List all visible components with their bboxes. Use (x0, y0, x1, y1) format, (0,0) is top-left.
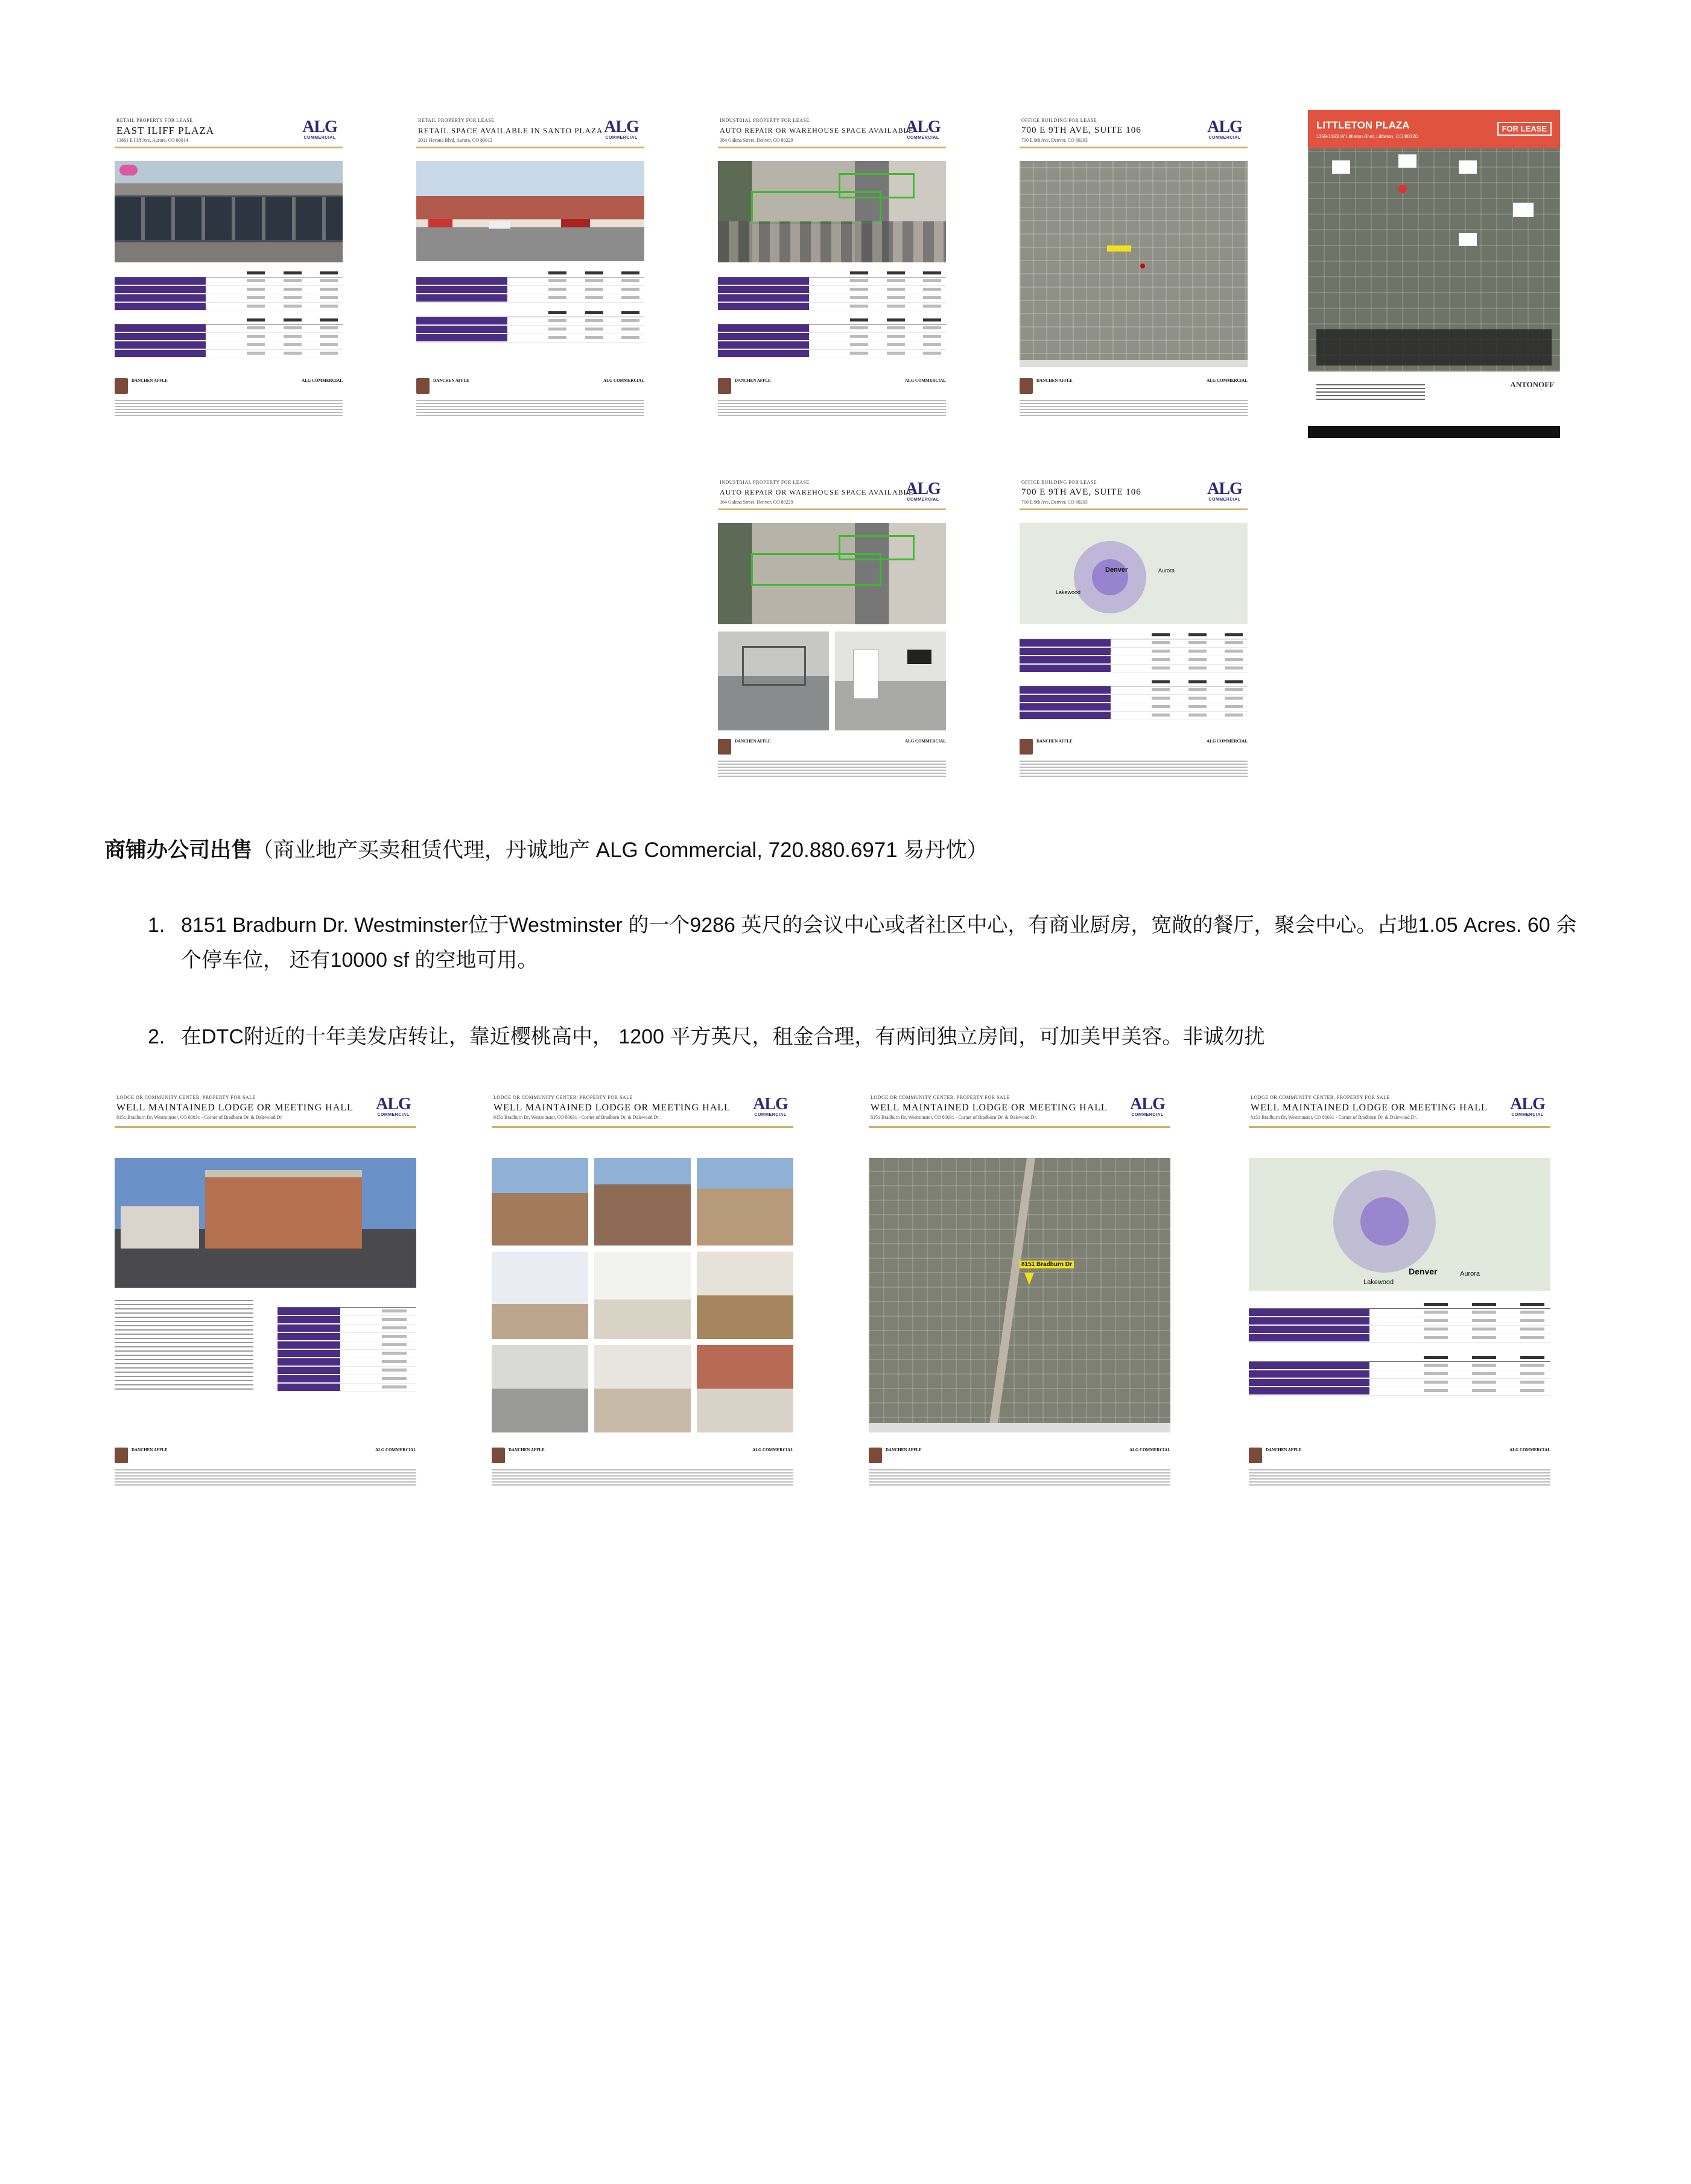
footer-bar (1308, 426, 1560, 438)
agent-name: DANCHEN AFFLE (433, 378, 469, 383)
flyer-address: 700 E 9th Ave, Denver, CO 80203 (1021, 138, 1088, 143)
flyer-address: 364 Galena Street, Denver, CO 80229 (720, 138, 793, 143)
agent-avatar (416, 378, 430, 394)
divider (492, 1126, 793, 1128)
strip-mall-photo (416, 161, 644, 261)
disclaimer-text (1020, 400, 1248, 417)
flyer-lodge-page4[interactable] (1249, 1095, 1550, 1505)
map-label-aurora: Aurora (1460, 1270, 1480, 1277)
flyer-eyebrow: LODGE OR COMMUNITY CENTER, PROPERTY FOR SALE (493, 1095, 633, 1100)
agent-name: DANCHEN AFFLE (735, 739, 771, 744)
map-pin-icon (1024, 1273, 1034, 1285)
flyer-address: 8151 Bradburn Dr, Westminster, CO 80031 - Corner of Bradburn Dr. & Dalewood Dr. (493, 1115, 660, 1120)
disclaimer-text (718, 400, 946, 417)
divider (869, 1126, 1170, 1128)
alg-logo: ALG COMMERCIAL (1510, 1095, 1545, 1117)
company-name: ALG COMMERCIAL (1129, 1448, 1170, 1452)
for-lease-badge: FOR LEASE (1497, 122, 1552, 136)
divider (1249, 1126, 1550, 1128)
disclaimer-text (869, 1469, 1170, 1486)
flyer-eyebrow: OFFICE BUILDING FOR LEASE (1021, 480, 1097, 485)
warehouse-photo (718, 631, 829, 730)
alg-logo: ALG COMMERCIAL (753, 1095, 788, 1117)
aerial-map (1308, 148, 1560, 372)
agent-avatar (1249, 1448, 1262, 1463)
household-table (1249, 1354, 1550, 1396)
heading-note: （商业地产买卖租赁代理，丹诚地产 ALG Commercial, 720.880.6971 易丹忱） (252, 838, 988, 862)
flyer-address: 364 Galena Street, Denver, CO 80229 (720, 499, 793, 505)
company-name: ALG COMMERCIAL (752, 1448, 793, 1452)
disclaimer-text (492, 1469, 793, 1486)
divider (115, 1126, 416, 1128)
agent-avatar (1020, 739, 1033, 755)
photo-grid (492, 1158, 793, 1432)
population-table (718, 270, 946, 311)
alg-logo: ALG COMMERCIAL (604, 118, 639, 140)
building-photo (115, 1158, 416, 1288)
heading-bold: 商铺办公司出售 (104, 838, 253, 862)
list-number: 1. (148, 914, 165, 937)
divider (718, 147, 946, 148)
aerial-photo (718, 161, 946, 262)
disclaimer-text (1249, 1469, 1550, 1486)
flyer-address: 1158-1163 W Littleton Blvd, Littleton, CO 80120 (1316, 134, 1418, 139)
company-name: ALG COMMERCIAL (603, 378, 644, 383)
section-heading (104, 834, 988, 864)
alg-logo: ALG COMMERCIAL (906, 480, 941, 502)
list-text: 在DTC附近的十年美发店转让，靠近樱桃高中， 1200 平方英尺，租金合理，有两间独立房间，可加美甲美容。非诚勿扰 (181, 1025, 1265, 1048)
agent-avatar (718, 378, 731, 394)
map-label-denver: Denver (1105, 566, 1128, 574)
flyer-eyebrow: LODGE OR COMMUNITY CENTER, PROPERTY FOR SALE (871, 1095, 1010, 1100)
map-label-lakewood: Lakewood (1363, 1279, 1394, 1286)
flyer-title: AUTO REPAIR OR WAREHOUSE SPACE AVAILABLE (720, 126, 914, 135)
agent-name: DANCHEN AFFLE (509, 1448, 545, 1452)
flyer-auto-repair-page2[interactable] (718, 480, 946, 793)
property-description (115, 1300, 253, 1390)
flyer-santo-plaza[interactable] (416, 118, 644, 446)
flyer-eyebrow: LODGE OR COMMUNITY CENTER, PROPERTY FOR SALE (116, 1095, 256, 1100)
flyer-eyebrow: LODGE OR COMMUNITY CENTER, PROPERTY FOR SALE (1251, 1095, 1390, 1100)
company-name: ALG COMMERCIAL (905, 378, 946, 383)
list-number: 2. (148, 1025, 165, 1048)
map-label-aurora: Aurora (1158, 568, 1175, 574)
flyer-title: AUTO REPAIR OR WAREHOUSE SPACE AVAILABLE (720, 488, 914, 496)
company-name: ALG COMMERCIAL (1207, 378, 1248, 383)
flyer-address: 8151 Bradburn Dr, Westminster, CO 80031 - Corner of Bradburn Dr. & Dalewood Dr. (116, 1115, 283, 1120)
population-table (1249, 1301, 1550, 1343)
agent-avatar (115, 1448, 128, 1463)
flyer-title: LITTLETON PLAZA (1316, 119, 1410, 131)
flyer-address: 8151 Bradburn Dr, Westminster, CO 80031 - Corner of Bradburn Dr. & Dalewood Dr. (1251, 1115, 1417, 1120)
population-table (1020, 631, 1248, 673)
flyer-title: 700 E 9TH AVE, SUITE 106 (1021, 125, 1141, 135)
alg-logo: ALG COMMERCIAL (1207, 118, 1242, 140)
flyer-eyebrow: INDUSTRIAL PROPERTY FOR LEASE (720, 480, 810, 485)
flyer-littleton-plaza[interactable] (1308, 110, 1560, 438)
flyer-address: 2011 Havana Blvd, Aurora, CO 80012 (418, 138, 493, 143)
flyer-title: WELL MAINTAINED LODGE OR MEETING HALL (871, 1103, 1108, 1113)
agent-avatar (869, 1448, 882, 1463)
flyer-title: WELL MAINTAINED LODGE OR MEETING HALL (493, 1103, 731, 1113)
divider (1020, 508, 1248, 510)
flyer-eyebrow: RETAIL PROPERTY FOR LEASE (116, 118, 193, 123)
offering-summary-table (278, 1300, 416, 1392)
alg-logo: ALG COMMERCIAL (906, 118, 941, 140)
interior-photo (835, 631, 946, 730)
flyer-eyebrow: RETAIL PROPERTY FOR LEASE (418, 118, 495, 123)
flyer-title: 700 E 9TH AVE, SUITE 106 (1021, 487, 1141, 497)
divider (1020, 147, 1248, 148)
agent-name: DANCHEN AFFLE (132, 1448, 168, 1452)
household-table (1020, 679, 1248, 720)
flyer-title: WELL MAINTAINED LODGE OR MEETING HALL (1251, 1103, 1488, 1113)
agent-name: DANCHEN AFFLE (1266, 1448, 1302, 1452)
disclaimer-text (115, 1469, 416, 1486)
flyer-title: WELL MAINTAINED LODGE OR MEETING HALL (116, 1103, 354, 1113)
flyer-address: 13861 E Iliff Ave, Aurora, CO 80014 (116, 138, 188, 143)
alg-logo: ALG COMMERCIAL (376, 1095, 411, 1117)
company-name: ALG COMMERCIAL (375, 1448, 416, 1452)
flyer-lodge-page3[interactable] (869, 1095, 1170, 1505)
agent-avatar (718, 739, 731, 755)
alg-logo: ALG COMMERCIAL (1130, 1095, 1165, 1117)
flyer-title: EAST ILIFF PLAZA (116, 125, 215, 136)
flyer-address: 700 E 9th Ave, Denver, CO 80203 (1021, 499, 1088, 505)
flyer-east-iliff-plaza[interactable] (115, 118, 343, 446)
flyer-lodge-page2[interactable] (492, 1095, 793, 1505)
agent-avatar (1020, 378, 1033, 394)
household-table (416, 309, 644, 343)
population-table (416, 270, 644, 303)
household-table (718, 317, 946, 358)
list-text: 8151 Bradburn Dr. Westminster位于Westminster 的一个9286 英尺的会议中心或者社区中心，有商业厨房，宽敞的餐厅，聚会中心。占地1.05 Acres. 60 余个停车位， 还有10000 sf 的空地可用。 (181, 914, 1577, 972)
flyer-700-e-9th-page2[interactable] (1020, 480, 1248, 793)
company-name: ALG COMMERCIAL (1207, 739, 1248, 744)
company-name: ALG COMMERCIAL (905, 739, 946, 744)
satellite-map (869, 1158, 1170, 1432)
flyer-title: RETAIL SPACE AVAILABLE IN SANTO PLAZA (418, 126, 603, 135)
divider (718, 508, 946, 510)
divider (416, 147, 644, 148)
satellite-map (1020, 161, 1248, 367)
household-table (115, 317, 343, 358)
agent-name: DANCHEN AFFLE (132, 378, 168, 383)
flyer-eyebrow: INDUSTRIAL PROPERTY FOR LEASE (720, 118, 810, 123)
divider (115, 147, 343, 148)
aerial-photo (718, 523, 946, 624)
flyer-lodge-page1[interactable] (115, 1095, 416, 1505)
agent-name: DANCHEN AFFLE (1036, 739, 1073, 744)
storefront-photo (115, 161, 343, 262)
agent-name: DANCHEN AFFLE (886, 1448, 922, 1452)
population-table (115, 270, 343, 311)
agent-avatar (115, 378, 128, 394)
agent-name: DANCHEN AFFLE (1036, 378, 1073, 383)
map-label-lakewood: Lakewood (1056, 589, 1081, 595)
disclaimer-text (416, 400, 644, 417)
flyer-auto-repair[interactable] (718, 118, 946, 446)
brand-logo: ANTONOFF (1510, 380, 1554, 389)
agent-avatar (492, 1448, 505, 1463)
agent-name: DANCHEN AFFLE (735, 378, 771, 383)
disclaimer-text (1020, 761, 1248, 777)
flyer-eyebrow: OFFICE BUILDING FOR LEASE (1021, 118, 1097, 123)
radius-map (1020, 523, 1248, 624)
flyer-700-e-9th[interactable] (1020, 118, 1248, 446)
contact-info (1316, 384, 1425, 400)
littleton-header (1308, 110, 1560, 148)
alg-logo: ALG COMMERCIAL (302, 118, 337, 140)
company-name: ALG COMMERCIAL (302, 378, 343, 383)
disclaimer-text (718, 761, 946, 777)
flyer-address: 8151 Bradburn Dr, Westminster, CO 80031 - Corner of Bradburn Dr. & Dalewood Dr. (871, 1115, 1037, 1120)
map-label-denver: Denver (1409, 1267, 1438, 1276)
map-pin-label: 8151 Bradburn Dr (1020, 1261, 1074, 1268)
disclaimer-text (115, 400, 343, 417)
alg-logo: ALG COMMERCIAL (1207, 480, 1242, 502)
company-name: ALG COMMERCIAL (1509, 1448, 1550, 1452)
radius-map (1249, 1158, 1550, 1291)
